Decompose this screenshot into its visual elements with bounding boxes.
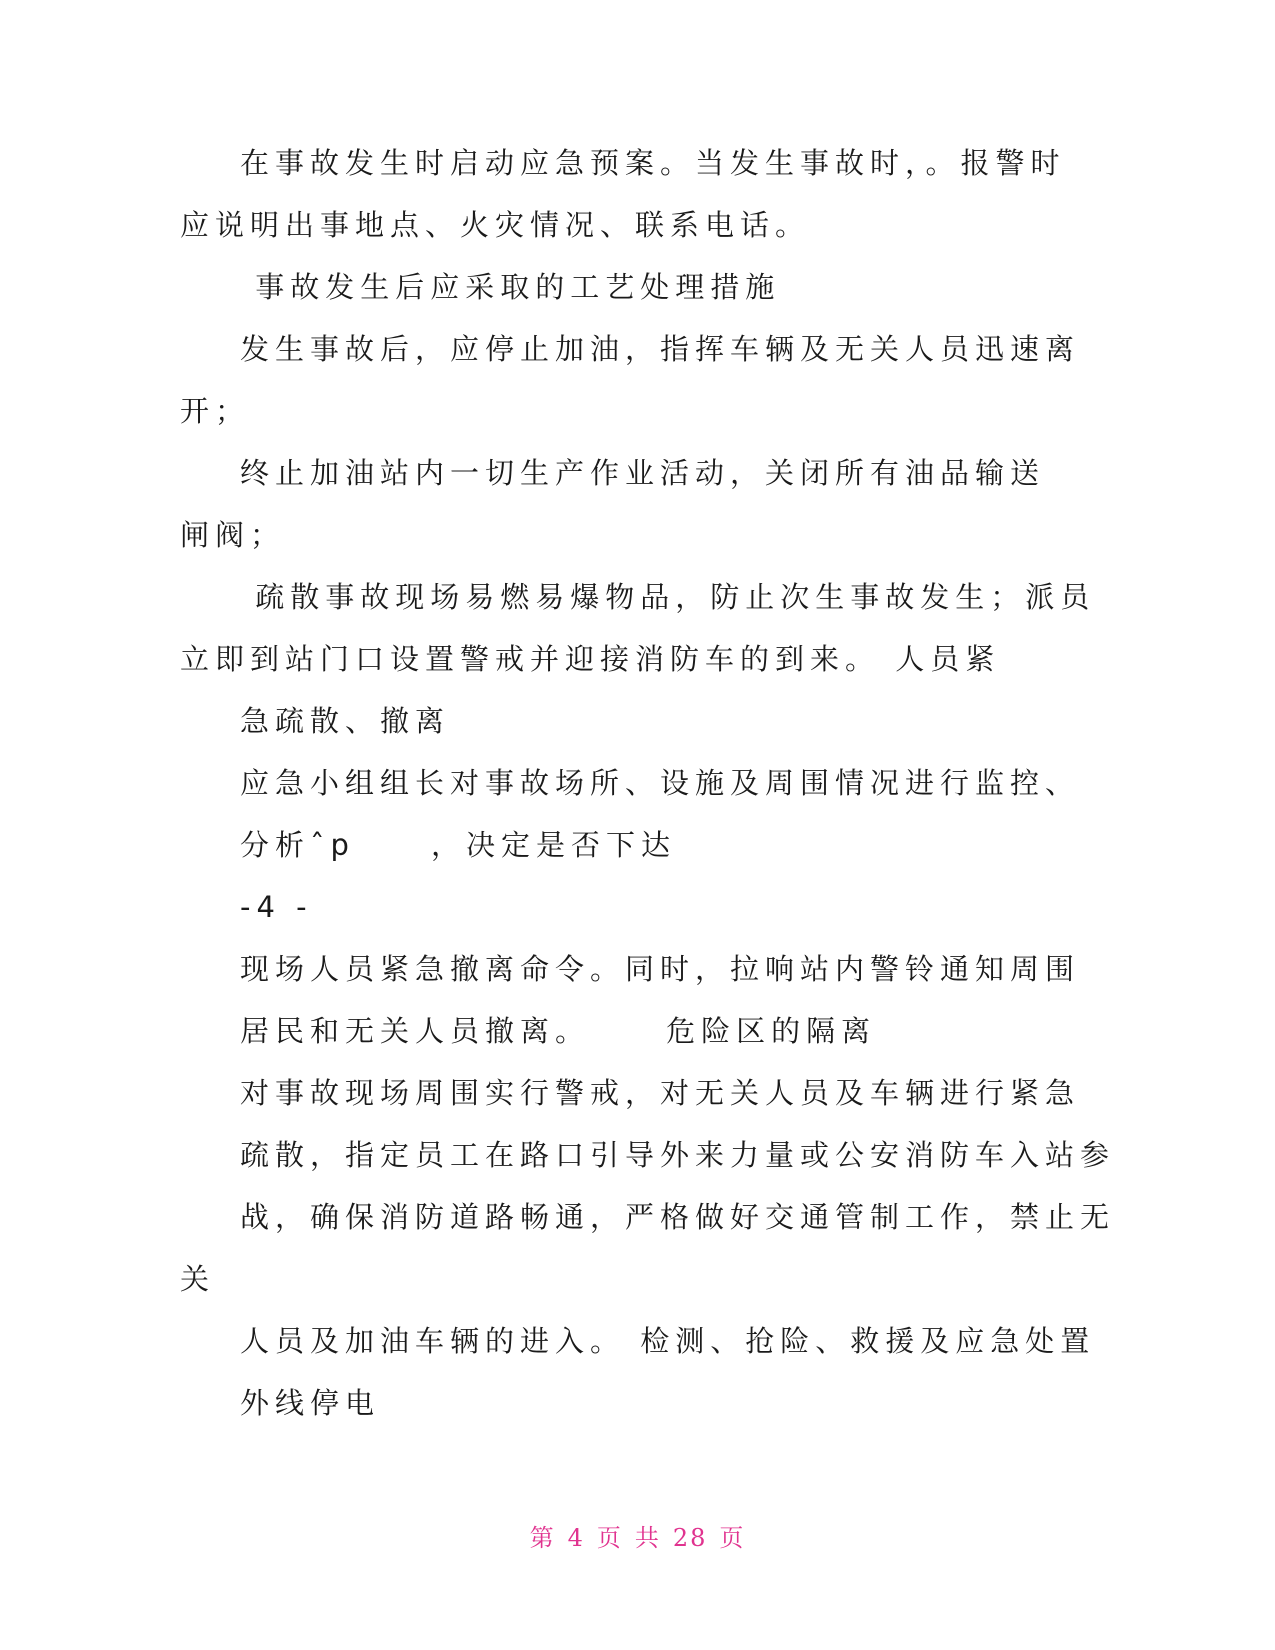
body-line-2: 应说明出事地点、火灾情况、联系电话。 (180, 208, 811, 242)
footer-middle: 共 (634, 1524, 661, 1552)
inline-page-marker: -4 - (240, 890, 313, 924)
body-line-21: 外线停电 (240, 1386, 381, 1420)
body-line-9: 立即到站门口设置警戒并迎接消防车的到来。 人员紧 (180, 642, 1001, 676)
section-heading-evacuation: 急疏散、撤离 (240, 704, 451, 738)
body-line-12: 分析ˆp ，决定是否下达 (240, 828, 676, 862)
body-line-17: 疏散，指定员工在路口引导外来力量或公安消防车入站参 (240, 1138, 1116, 1172)
footer-suffix: 页 (719, 1524, 746, 1552)
footer-current-page: 4 (567, 1524, 585, 1552)
page-footer (0, 1518, 1275, 1553)
footer-prefix: 第 (529, 1524, 556, 1552)
body-line-8: 疏散事故现场易燃易爆物品，防止次生事故发生；派员 (240, 580, 1096, 614)
body-line-16: 对事故现场周围实行警戒，对无关人员及车辆进行紧急 (240, 1076, 1081, 1110)
body-line-7: 闸阀； (180, 518, 286, 552)
body-line-5: 开； (180, 394, 251, 428)
footer-page-unit: 页 (596, 1524, 623, 1552)
body-line-18: 战，确保消防道路畅通，严格做好交通管制工作，禁止无 (240, 1200, 1116, 1234)
body-line-1: 在事故发生时启动应急预案。当发生事故时，。报警时 (240, 146, 1066, 180)
body-line-20: 人员及加油车辆的进入。 检测、抢险、救援及应急处置 (240, 1324, 1096, 1358)
body-line-4: 发生事故后，应停止加油，指挥车辆及无关人员迅速离 (240, 332, 1081, 366)
section-heading-process-measures: 事故发生后应采取的工艺处理措施 (240, 270, 781, 304)
body-line-11: 应急小组组长对事故场所、设施及周围情况进行监控、 (240, 766, 1081, 800)
body-line-19: 关 (180, 1262, 216, 1296)
body-line-15: 居民和无关人员撤离。 危险区的隔离 (240, 1014, 877, 1048)
footer-total-pages: 28 (672, 1524, 708, 1552)
body-line-14: 现场人员紧急撤离命令。同时，拉响站内警铃通知周围 (240, 952, 1081, 986)
body-line-6: 终止加油站内一切生产作业活动，关闭所有油品输送 (240, 456, 1046, 490)
